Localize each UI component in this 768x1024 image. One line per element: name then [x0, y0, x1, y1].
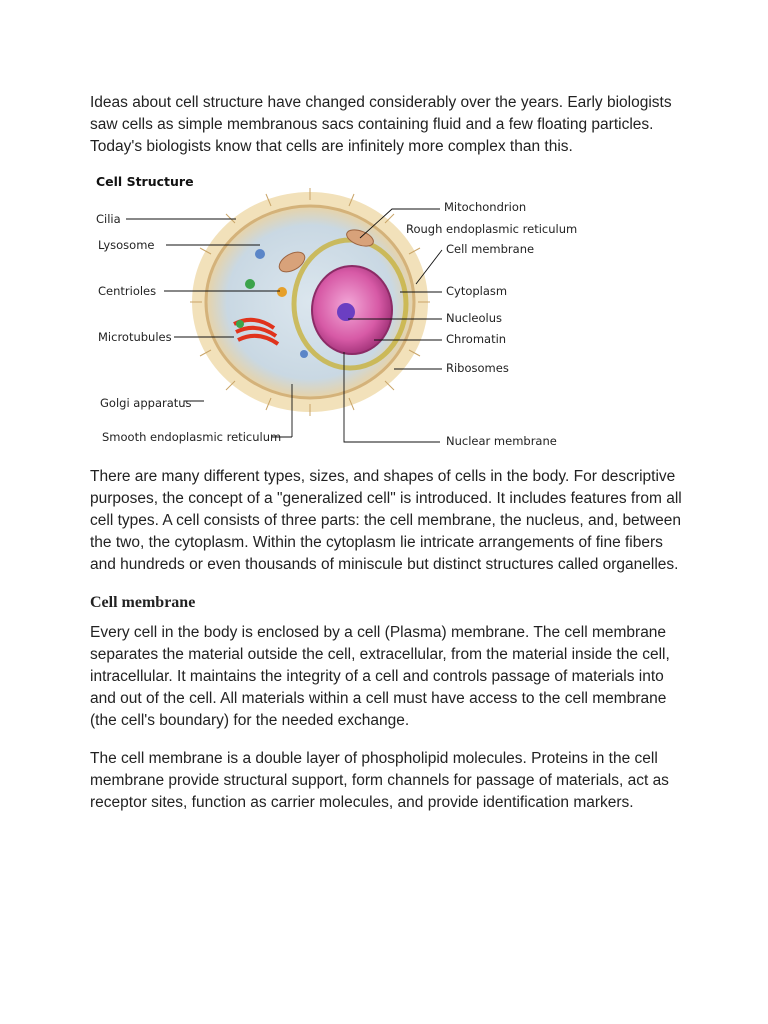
- cell-membrane-paragraph: Every cell in the body is enclosed by a cell (Plasma) membrane. The cell membrane separates the material outside the cell, extracellular, from the material inside the cell, intracellular. It maintains the integrity of a cell and controls passage of materials into and out of the cell. All materials within a cell must have access to the cell membrane (the cell's boundary) for the needed exchange.: [90, 624, 670, 729]
- label-centrioles: Centrioles: [98, 284, 157, 298]
- section-heading-cell-membrane: Cell membrane: [90, 594, 196, 611]
- lysosome-shape: [255, 249, 265, 259]
- label-nuclear-membrane: Nuclear membrane: [446, 434, 557, 448]
- figure-title: Cell Structure: [96, 174, 194, 189]
- label-cilia: Cilia: [96, 212, 121, 226]
- document-page: [90, 92, 690, 814]
- label-golgi: Golgi apparatus: [100, 396, 192, 410]
- nucleolus: [337, 303, 355, 321]
- label-chromatin: Chromatin: [446, 332, 507, 346]
- label-nucleolus: Nucleolus: [446, 311, 502, 325]
- label-lysosome: Lysosome: [98, 238, 155, 252]
- label-microtubules: Microtubules: [98, 330, 172, 344]
- label-rough-er: Rough endoplasmic reticulum: [406, 222, 578, 236]
- label-cytoplasm: Cytoplasm: [446, 284, 508, 298]
- phospholipid-paragraph: The cell membrane is a double layer of phospholipid molecules. Proteins in the cell membrane provide structural support, form channels for passage of materials, act as receptor sites, function as carrier molecules, and provide identification markers.: [90, 750, 669, 811]
- label-smooth-er: Smooth endoplasmic reticulum: [102, 430, 282, 444]
- generalized-cell-paragraph: There are many different types, sizes, and shapes of cells in the body. For descriptive purposes, the concept of a "generalized cell" is introduced. It includes features from all cell types. A cell consists of three parts: the cell membrane, the nucleus, and, between the two, the cytoplasm. Within the cytoplasm lie intricate arrangements of fine fibers and hundreds or even thousands of miniscule but distinct structures called organelles.: [90, 468, 682, 573]
- cell-structure-figure: [94, 174, 578, 456]
- label-cell-membrane: Cell membrane: [446, 242, 535, 256]
- centriole-shape: [277, 287, 287, 297]
- label-mitochondrion: Mitochondrion: [444, 200, 527, 214]
- label-ribosomes: Ribosomes: [446, 361, 509, 375]
- intro-paragraph: Ideas about cell structure have changed considerably over the years. Early biologists saw cells as simple membranous sacs containing fluid and a few floating particles. Today's biologists know that cells are infinitely more complex than this.: [90, 94, 672, 155]
